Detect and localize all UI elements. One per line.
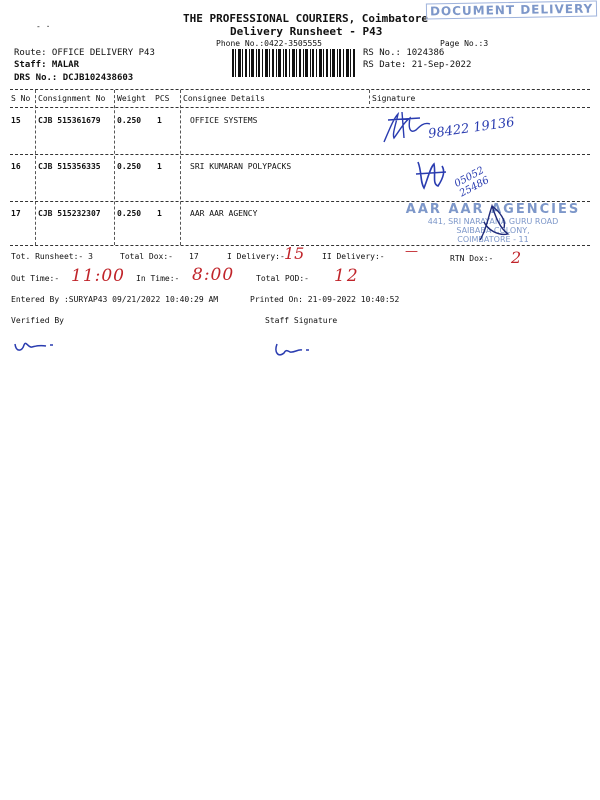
drs-number: DRS No.: DCJB102438603 (14, 73, 134, 83)
row-sno: 16 (11, 162, 21, 171)
row-consignee: OFFICE SYSTEMS (190, 116, 258, 125)
company-name: THE PROFESSIONAL COURIERS, Coimbatore (183, 12, 429, 25)
col-divider (180, 90, 181, 245)
staff-signature (272, 338, 322, 364)
rtn-dox-label: RTN Dox:- (450, 254, 494, 263)
col-weight: Weight (117, 94, 146, 103)
col-pcs: PCS (155, 94, 170, 103)
total-pod-label: Total POD:- (256, 274, 309, 283)
stamp-line: COIMBATORE - 11 (457, 235, 529, 244)
row-pcs: 1 (157, 209, 162, 218)
col-consignee: Consignee Details (183, 94, 265, 103)
out-time-label: Out Time:- (11, 274, 60, 283)
entered-by: Entered By :SURYAP43 09/21/2022 10:40:29 AM (11, 295, 219, 304)
row-pcs: 1 (157, 162, 162, 171)
document-delivery-stamp: DOCUMENT DELIVERY (426, 1, 598, 20)
out-time-value: 11:00 (71, 266, 125, 286)
verified-by-label: Verified By (11, 316, 64, 325)
row-consignee: SRI KUMARAN POLYPACKS (190, 162, 292, 171)
total-pod-value: 12 (334, 266, 360, 286)
ii-delivery-value: — (405, 244, 418, 259)
row-consignment: CJB 515356335 (38, 162, 101, 171)
header-rule (10, 107, 590, 108)
row-consignee: AAR AAR AGENCY (190, 209, 258, 218)
row-sno: 17 (11, 209, 21, 218)
barcode (232, 49, 356, 77)
stamp-line: SAIBABA COLONY, (456, 226, 530, 235)
i-delivery-value: 15 (284, 244, 305, 263)
total-dox-value: 17 (189, 252, 199, 261)
rtn-dox-value: 2 (511, 248, 522, 267)
stamp-line: 441, SRI NARAYANA GURU ROAD (427, 217, 559, 226)
handwritten-signature (412, 158, 452, 198)
corner-mark: - · (36, 22, 51, 31)
staff-signature-label: Staff Signature (265, 316, 338, 325)
row-consignment: CJB 515232307 (38, 209, 101, 218)
row-weight: 0.250 (117, 209, 142, 218)
rs-number: RS No.: 1024386 (363, 48, 445, 58)
route: Route: OFFICE DELIVERY P43 (14, 48, 155, 58)
col-divider (35, 90, 36, 245)
i-delivery-label: I Delivery:- (227, 252, 285, 261)
rs-date: RS Date: 21-Sep-2022 (363, 60, 472, 70)
stamp-line: AAR AAR AGENCIES (405, 202, 581, 217)
col-signature: Signature (372, 94, 416, 103)
in-time-value: 8:00 (192, 265, 235, 285)
row-weight: 0.250 (117, 162, 142, 171)
in-time-label: In Time:- (136, 274, 180, 283)
row-pcs: 1 (157, 116, 162, 125)
page-number: Page No.:3 (440, 39, 489, 48)
signature-note: 05052 25486 (452, 165, 492, 200)
runsheet-title: Delivery Runsheet - P43 (230, 25, 383, 38)
row-rule (10, 154, 590, 155)
table-top-rule (10, 89, 590, 90)
tot-runsheet: Tot. Runsheet:- 3 (11, 252, 93, 261)
col-sno: S No (11, 94, 31, 103)
col-divider (114, 90, 115, 245)
ii-delivery-label: II Delivery:- (322, 252, 385, 261)
signature-phone-note: 98422 19136 (427, 115, 516, 142)
printed-on: Printed On: 21-09-2022 10:40:52 (250, 295, 400, 304)
verifier-signature (12, 336, 62, 360)
total-dox-label: Total Dox:- (120, 252, 173, 261)
staff-name: Staff: MALAR (14, 60, 80, 70)
row-sno: 15 (11, 116, 21, 125)
row-weight: 0.250 (117, 116, 142, 125)
row-consignment: CJB 515361679 (38, 116, 101, 125)
phone-number: Phone No.:0422-3505555 (216, 39, 322, 48)
col-divider (369, 90, 370, 104)
col-consignment: Consignment No (38, 94, 106, 103)
